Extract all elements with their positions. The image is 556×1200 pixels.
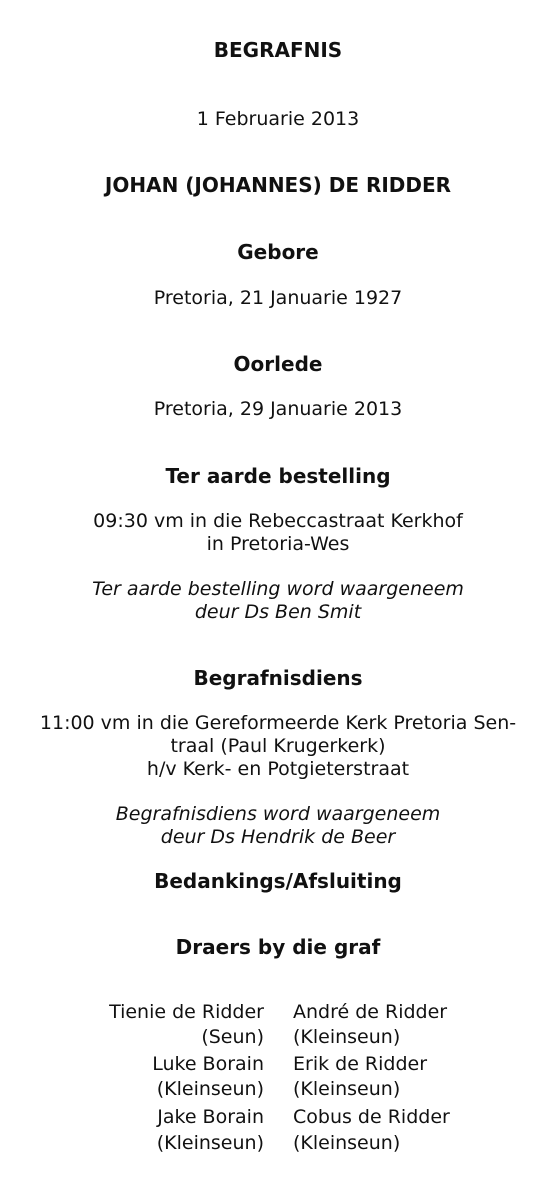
bearer-left-2-relation: (Kleinseun) [156, 1078, 264, 1100]
service-details-line-3: h/v Kerk- en Potgieterstraat [146, 758, 410, 780]
died-value: Pretoria, 29 Januarie 2013 [153, 398, 403, 420]
burial-details-line-1: 09:30 vm in die Rebeccastraat Kerkhof [93, 510, 463, 532]
closing-heading: Bedankings/Afsluiting [154, 869, 402, 893]
bearers-heading: Draers by die graf [175, 935, 381, 959]
bearer-right-1-relation: (Kleinseun) [293, 1026, 401, 1048]
bearer-left-1-name: Tienie de Ridder [109, 1001, 264, 1023]
deceased-name: JOHAN (JOHANNES) DE RIDDER [104, 173, 452, 197]
service-details-line-2: traal (Paul Krugerkerk) [170, 735, 386, 757]
bearer-right-2-name: Erik de Ridder [293, 1053, 428, 1075]
bearer-right-2-relation: (Kleinseun) [293, 1078, 401, 1100]
bearer-left-3-name: Jake Borain [157, 1106, 264, 1128]
service-details-line-1: 11:00 vm in die Gereformeerde Kerk Pretoria Sen- [39, 712, 517, 734]
born-value: Pretoria, 21 Januarie 1927 [153, 287, 403, 309]
bearer-right-3-relation: (Kleinseun) [293, 1132, 401, 1154]
burial-heading: Ter aarde bestelling [165, 464, 391, 488]
service-date: 1 Februarie 2013 [196, 108, 360, 130]
bearer-left-2-name: Luke Borain [152, 1053, 264, 1075]
service-heading: Begrafnisdiens [193, 666, 363, 690]
burial-officiant-line-2: deur Ds Ben Smit [194, 601, 362, 623]
burial-officiant-line-1: Ter aarde bestelling word waargeneem [92, 578, 464, 600]
born-heading: Gebore [237, 240, 319, 264]
bearer-left-1-relation: (Seun) [201, 1026, 264, 1048]
burial-details-line-2: in Pretoria-Wes [206, 533, 350, 555]
service-officiant-line-2: deur Ds Hendrik de Beer [160, 826, 396, 848]
page-title: BEGRAFNIS [213, 38, 343, 62]
bearer-right-1-name: André de Ridder [293, 1001, 448, 1023]
bearer-right-3-name: Cobus de Ridder [293, 1106, 450, 1128]
bearer-left-3-relation: (Kleinseun) [156, 1132, 264, 1154]
service-officiant-line-1: Begrafnisdiens word waargeneem [115, 803, 441, 825]
died-heading: Oorlede [233, 352, 323, 376]
